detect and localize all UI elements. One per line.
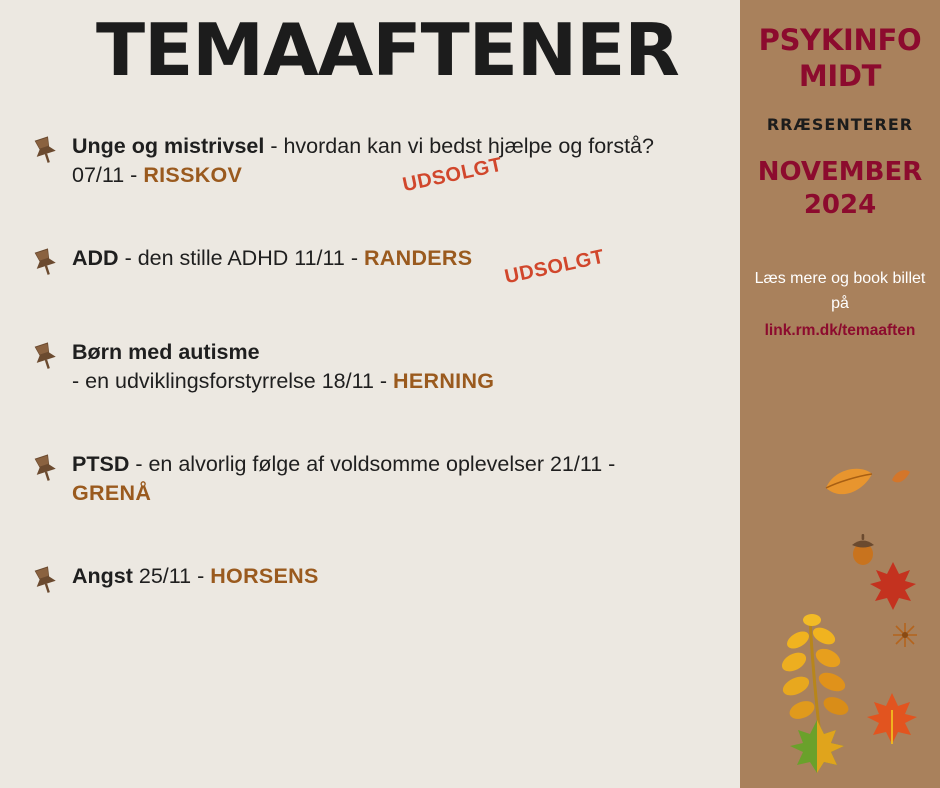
event-text [72, 132, 692, 197]
acorn-icon [848, 532, 878, 566]
event-city: HERNING [393, 369, 495, 394]
event-text [72, 562, 319, 591]
event-title: Børn med autisme [72, 340, 260, 365]
event-desc: - hvordan kan vi bedst hjælpe og forstå? 07/11 - [72, 134, 654, 188]
event-title: Angst [72, 564, 133, 589]
event-title: ADD [72, 246, 119, 271]
booking-info [740, 267, 940, 343]
event-desc: - den stille ADHD 11/11 - [118, 246, 364, 271]
list-item[interactable] [28, 450, 740, 508]
month-year [740, 156, 940, 224]
list-item[interactable] [28, 338, 740, 396]
brand-line-2: MIDT [798, 59, 882, 94]
list-item[interactable] [28, 244, 740, 289]
page-title: TEMAAFTENER [96, 8, 679, 92]
maple-leaf-icon [864, 690, 920, 746]
status-badge: UDSOLGT [400, 153, 505, 197]
brand-name [740, 22, 940, 95]
month-label: NOVEMBER [757, 156, 923, 187]
status-badge: UDSOLGT [502, 245, 607, 289]
event-desc: 25/11 - [132, 564, 211, 589]
leaf-icon [890, 466, 912, 488]
event-city: RANDERS [363, 246, 473, 271]
event-text [72, 244, 607, 289]
brand-line-1: PSYKINFO [758, 23, 922, 57]
event-city: HORSENS [210, 564, 319, 589]
list-item[interactable] [28, 562, 740, 602]
presents-label: RRÆSENTERER [766, 114, 914, 134]
event-desc: - en alvorlig følge af voldsomme oplevelser 21/11 - [129, 452, 616, 477]
event-city: RISSKOV [143, 163, 243, 188]
maple-leaf-icon [868, 560, 918, 612]
pushpin-icon [28, 452, 72, 482]
booking-text: Læs mere og book billet på [754, 270, 926, 312]
compound-leaf-icon [776, 610, 860, 740]
seed-icon [892, 622, 918, 648]
list-item[interactable] [28, 132, 740, 197]
pushpin-icon [28, 564, 72, 594]
event-title: PTSD [72, 452, 130, 477]
sidebar [740, 0, 940, 788]
event-title: Unge og mistrivsel [72, 134, 265, 158]
event-list [0, 132, 740, 602]
year-label: 2024 [803, 190, 877, 221]
pushpin-icon [28, 340, 72, 370]
pushpin-icon [28, 246, 72, 276]
booking-link[interactable]: link.rm.dk/temaaften [764, 321, 916, 339]
event-desc: - en udviklingsforstyrrelse 18/11 - [72, 369, 394, 394]
event-city: GRENÅ [72, 481, 152, 506]
event-text [72, 338, 494, 396]
event-text [72, 450, 692, 508]
leaf-icon [818, 460, 878, 510]
pushpin-icon [28, 134, 72, 164]
maple-leaf-icon [786, 716, 848, 774]
